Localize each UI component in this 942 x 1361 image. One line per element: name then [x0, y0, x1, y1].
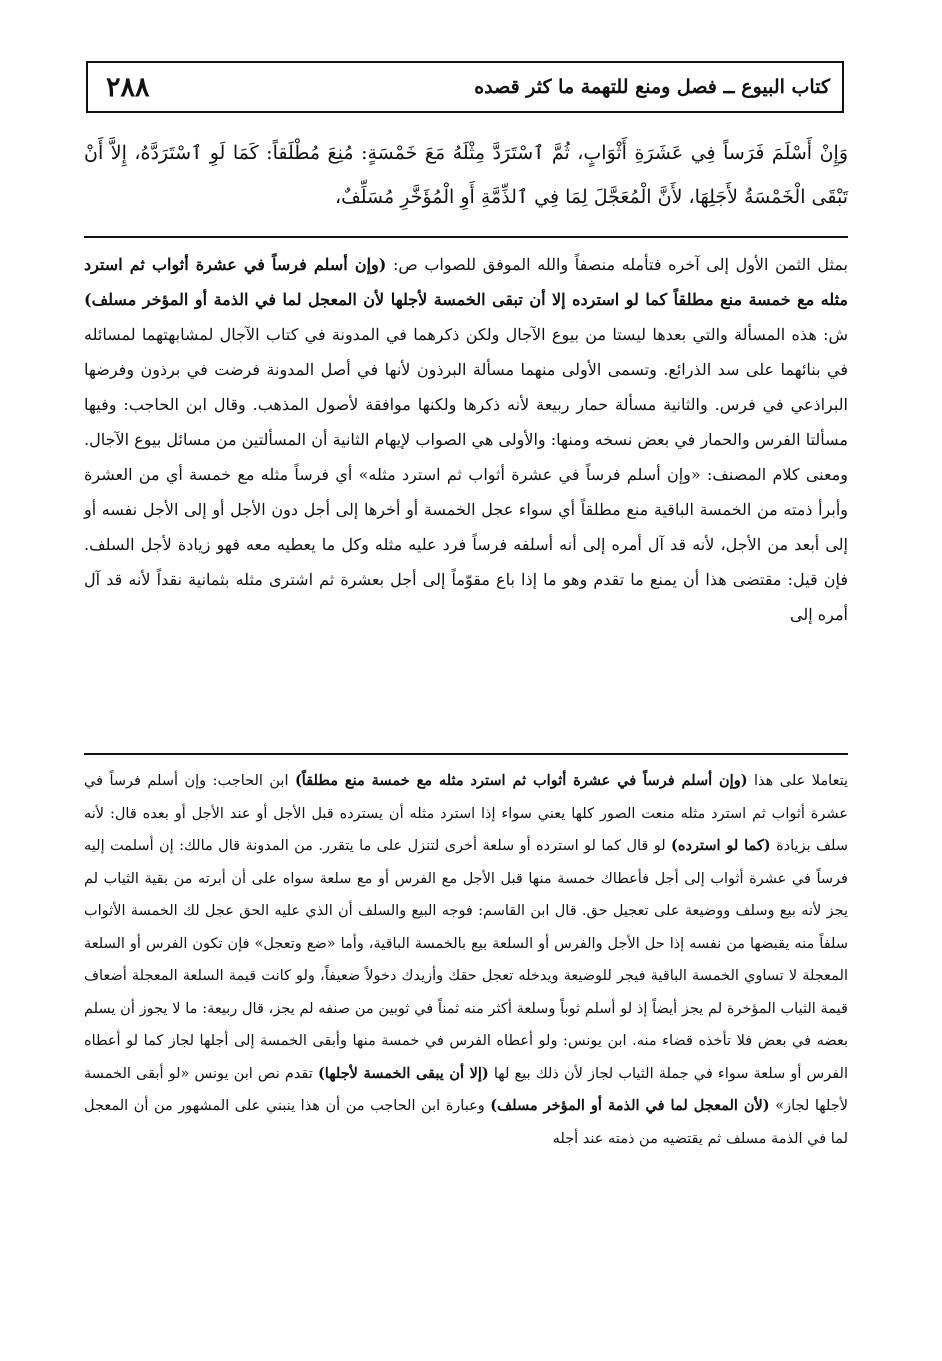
- hashiya-text-3: تقدم نص ابن يونس «لو أبقى الخمسة لأجلها لجاز»: [84, 1065, 848, 1114]
- section-divider-top: [84, 236, 848, 238]
- sharh-commentary-block: [84, 247, 848, 632]
- hashiya-paragraph: [84, 765, 848, 1155]
- sharh-body: ش: هذه المسألة والتي بعدها ليستا من بيوع الآجال ولكن ذكرهما في المدونة في كتاب الآجال لمشابهتهما لمسائله في بنائهما على سد الذرائع. وتسمى الأولى منهما مسألة البرذون لأنها في أصل المدونة فرضت في برذون وفرضها البراذعي في فرس. والثانية مسألة حمار ربيعة لأنه ذكرها ولكنها موافقة لأصول المذهب. وقال ابن الحاجب: وفيها مسألتا الفرس والحمار في بعض نسخه ومنها: والأولى هي الصواب لإيهام الثانية أن المسألتين من مسائل بيوع الآجال. ومعنى كلام المصنف: «وإن أسلم فرساً في عشرة أثواب ثم استرد مثله» أي فرساً مثله مع خمسة أي من العشرة وأبرأ ذمته من الخمسة الباقية منع مطلقاً أي سواء عجل الخمسة أو أخرها إلى أجل دون الأجل أو إلى الأجل نفسه أو إلى أبعد من الأجل، لأنه قد آل أمره إلى أنه أسلفه فرساً فرد عليه مثله وكل ما يعطيه معه فهو زيادة لأجل السلف. فإن قيل: مقتضى هذا أن يمنع ما تقدم وهو ما إذا باع مقوّماً إلى أجل بعشرة ثم اشترى مثله بثمانية نقداً لأنه قد آل أمره إلى: [84, 325, 849, 624]
- section-divider-bottom: [84, 753, 848, 755]
- hashiya-text-4: وعبارة ابن الحاجب من أن هذا ينبني على المشهور من أن المعجل لما في الذمة مسلف ثم يقتضيه من ذمته عند أجله: [84, 1098, 848, 1147]
- hashiya-quote-2: (كما لو استرده): [671, 837, 771, 854]
- hashiya-quote-3: (إلا أن يبقى الخمسة لأجلها): [317, 1064, 489, 1082]
- hashiya-text-1: ابن الحاجب: وإن أسلم فرساً في عشرة أثواب ثم استرد مثله منعت الصور كلها يعني سواء إذا استرد مثله أن يسترده قبل الأجل أو عند الأجل أو بعده قال: لأنه سلف بزيادة: [84, 773, 848, 854]
- hashiya-footnote-block: [84, 765, 848, 1155]
- matn-text-block: [84, 131, 848, 219]
- page-header: [86, 61, 844, 113]
- sharh-paragraph: [84, 247, 848, 632]
- sharh-intro: بمثل الثمن الأول إلى آخره فتأمله منصفاً والله الموفق للصواب ص:: [386, 255, 848, 274]
- hashiya-quote-4: (لأن المعجل لما في الذمة أو المؤخر مسلف): [490, 1097, 770, 1114]
- sharh-quoted-matn: (وإن أسلم فرساً في عشرة أثواب ثم استرد مثله مع خمسة منع مطلقاً كما لو استرده إلا أن تبقى الخمسة لأجلها لأن المعجل لما في الذمة أو المؤخر مسلف): [84, 255, 848, 309]
- running-title: كتاب البيوع ــ فصل ومنع للتهمة ما كثر قصده: [474, 76, 830, 98]
- hashiya-text-2: لو قال كما لو استرده أو سلعة أخرى لتنزل على ما يتقرر. من المدونة قال مالك: إن أسلمت إليه فرساً في عشرة أثواب إلى أجل فأعطاك خمسة منها قبل الأجل مع الفرس أو مع سلعة سواه على أن أبرته من بقية الثياب لم يجز لأنه بيع وسلف ووضيعة على تعجيل حق. قال ابن القاسم: فوجه البيع والسلف أن الذي عليه الحق عجل لك الخمسة الأثواب سلفاً منه يقبضها من نفسه إذا حل الأجل والفرس أو السلعة بيع بالخمسة الباقية، وأما «ضع وتعجل» فإن تكون الفرس أو السلعة المعجلة لا تساوي الخمسة الباقية فيجر للوضيعة ويدخله تعجل حقك وأزيدك دخولاً ضعيفاً، ولو كانت قيمة السلعة المعجلة أضعاف قيمة الثياب المؤخرة لم يجز أيضاً إذ لو أسلم ثوباً وسلعة أكثر منه ثمناً في ثوبين من صنفه لم يجز، قال ربيعة: ما لا يجوز أن يسلم بعضه في بعض فلا تأخذه قضاء منه. ابن يونس: ولو أعطاه الفرس في خمسة منها وأبقى الخمسة إلى أجلها لجاز كما لو أعطاه الفرس أو سلعة سواء في جملة الثياب لجاز لأن ذلك بيع لها: [84, 838, 848, 1082]
- hashiya-lead: يتعاملا على هذا: [747, 773, 848, 789]
- page-number: ٢٨٨: [106, 71, 150, 103]
- matn-verse: وَإِنْ أَسْلَمَ فَرَساً فِي عَشَرَةِ أَثْوَابٍ، ثُمَّ ٱسْتَرَدَّ مِثْلَهُ مَعَ خَمْسَةٍ: مُنِعَ مُطْلَقاً: كَمَا لَوِ ٱسْتَرَدَّهُ، إِلاَّ أَنْ تَبْقَى الْخَمْسَةُ لأَجَلِهَا، لأَنَّ الْمُعَجَّلَ لِمَا فِي ٱلذِّمَّةِ أَوِ الْمُؤَخَّرِ مُسَلِّفٌ،: [84, 142, 848, 208]
- hashiya-quote-1: (وإن أسلم فرساً في عشرة أثواب ثم استرد مثله مع خمسة منع مطلقاً): [294, 772, 748, 789]
